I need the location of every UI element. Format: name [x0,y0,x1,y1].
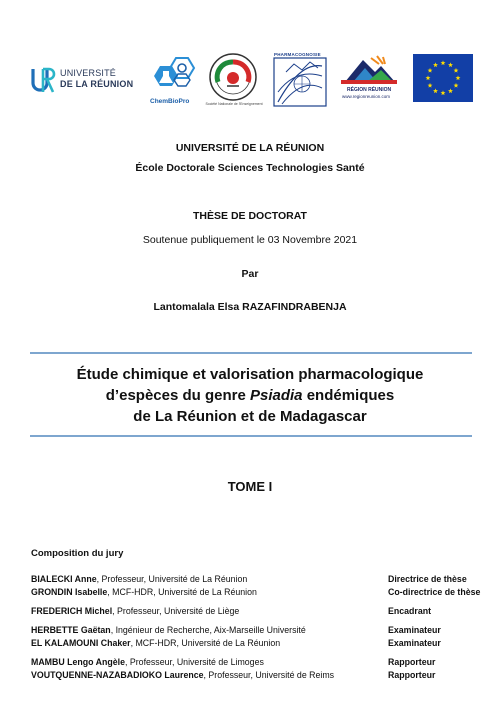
region-url: www.regionreunion.com [342,94,391,99]
eu-star-icon [428,83,433,88]
volume-label: TOME I [227,479,273,494]
title-line-3: de La Réunion et de Madagascar [133,408,367,425]
jury-member: HERBETTE Gaëtan, Ingénieur de Recherche, Aix-Marseille Université Examinateur [31,625,441,635]
university-name: UNIVERSITÉ DE LA RÉUNION [175,142,325,154]
european-union-flag [413,54,473,102]
chembiopro-logo [148,54,198,108]
ur-line2: DE LA RÉUNION [60,79,134,89]
title-rule-top [30,352,472,354]
eu-star-icon [448,62,453,67]
jury-member: BIALECKI Anne, Professeur, Université de La Réunion Directrice de thèse [31,574,467,584]
jury-role: Examinateur [388,625,441,635]
jury-heading: Composition du jury [31,548,124,559]
defense-date: Soutenue publiquement le 03 Novembre 2021 [142,234,358,246]
thesis-title [40,364,460,427]
chembiopro-label: ChemBioPro [150,98,190,105]
pharmacognosie-logo [272,52,328,108]
flask-hexagon-icon [148,54,198,98]
eu-star-icon [454,83,459,88]
pharmacognosie-emblem-icon [272,52,328,108]
logo-bar [0,48,500,110]
eu-star-icon [441,90,446,95]
ur-monogram-icon [30,66,56,94]
eu-star-icon [433,88,438,93]
jury-role: Directrice de thèse [388,574,467,584]
region-name: RÉGION RÉUNION [347,87,392,93]
jury-role: Encadrant [388,606,432,616]
jury-member: FREDERICH Michel, Professeur, Université de Liège Encadrant [31,606,432,616]
jury-role: Rapporteur [388,657,436,667]
jury-role: Rapporteur [388,670,436,680]
jury-member: MAMBU Lengo Angèle, Professeur, Université de Limoges Rapporteur [31,657,436,667]
title-rule-bottom [30,435,472,437]
universite-reunion-logo [30,66,140,94]
jury-role: Examinateur [388,638,441,648]
pharmacognosie-caption: PHARMACOGNOSIE [274,52,321,57]
ur-logo-text [60,68,133,90]
ur-line1: UNIVERSITÉ [60,68,117,78]
volcano-sunrise-icon [337,54,401,86]
eu-stars-icon [413,54,473,102]
jury-member: EL KALAMOUNI Chaker, MCF-HDR, Université de La Réunion Examinateur [31,638,441,648]
jury-role: Co-directrice de thèse [388,587,481,597]
author-name: Lantomalala Elsa RAZAFINDRABENJA [153,301,347,313]
eu-star-icon [428,68,433,73]
by-label: Par [241,268,259,280]
seal-caption: Société Nationale de l'Enseignement [205,102,263,106]
thesis-type: THÈSE DE DOCTORAT [193,210,307,222]
eu-star-icon [433,62,438,67]
genus-name: Psiadia [250,387,303,404]
jury-member: GRONDIN Isabelle, MCF-HDR, Université de La Réunion Co-directrice de thèse [31,587,481,597]
eu-star-icon [448,88,453,93]
eu-star-icon [454,68,459,73]
region-reunion-logo [337,54,401,102]
jury-member: VOUTQUENNE-NAZABADIOKO Laurence, Professeur, Université de Reims Rapporteur [31,670,436,680]
eu-star-icon [426,75,431,80]
title-line-2: d’espèces du genre Psiadia endémiques [105,387,395,404]
seal-logo [205,52,263,108]
seal-icon [208,52,258,102]
eu-star-icon [456,75,461,80]
doctoral-school: École Doctorale Sciences Technologies Santé [135,162,365,174]
title-line-1: Étude chimique et valorisation pharmacologique [76,366,424,383]
eu-star-icon [441,60,446,65]
